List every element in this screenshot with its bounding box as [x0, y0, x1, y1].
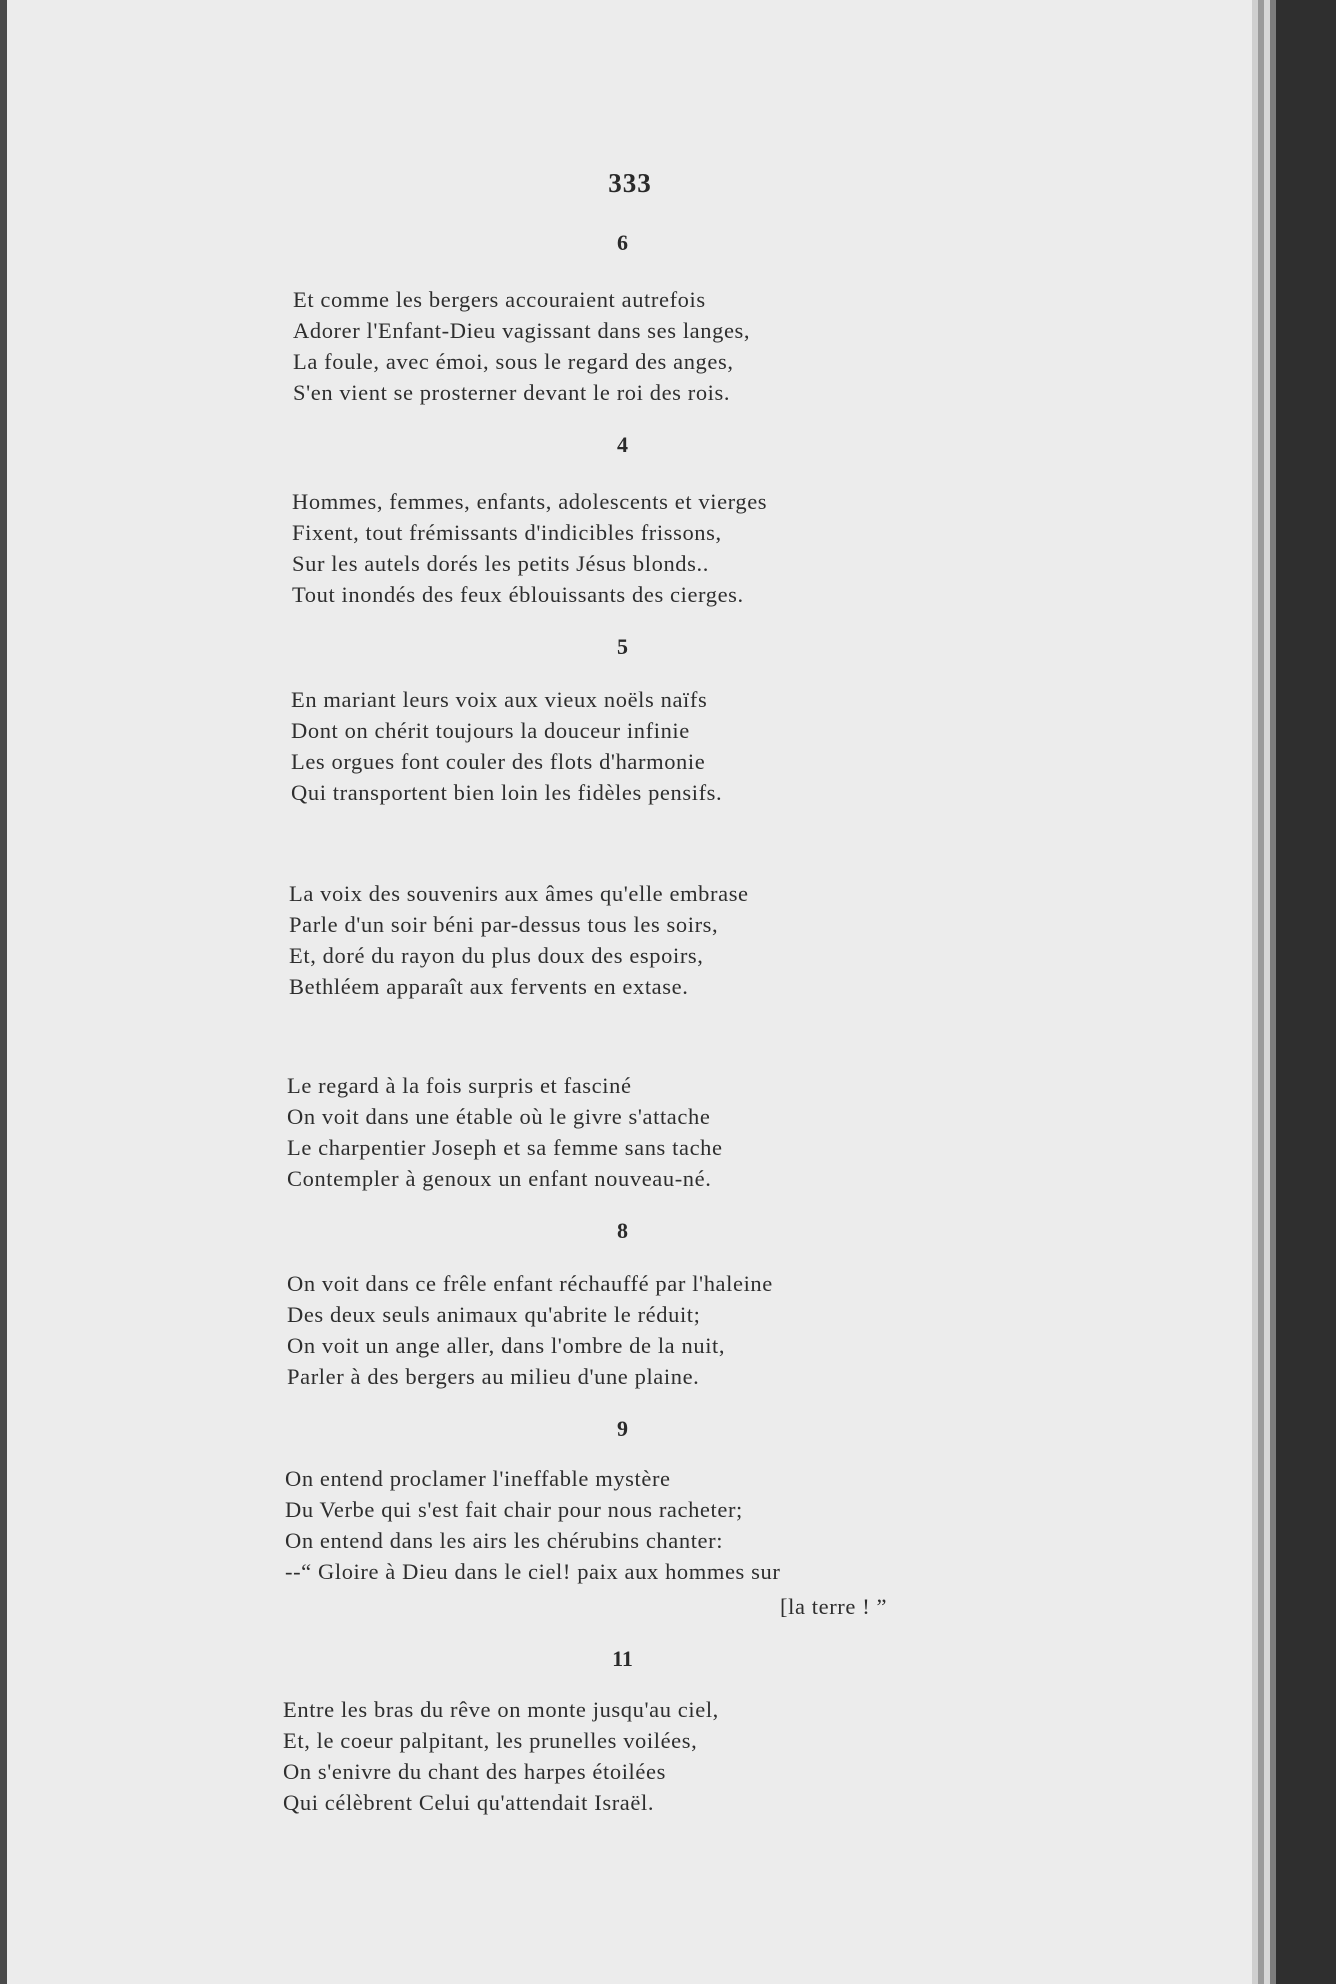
stanza-number: 5: [617, 634, 628, 659]
verse-line: Parler à des bergers au milieu d'une plaine.: [287, 1364, 700, 1389]
verse-line: Contempler à genoux un enfant nouveau-né.: [287, 1166, 712, 1191]
verse-line: Fixent, tout frémissants d'indicibles frissons,: [292, 520, 722, 545]
verse-line: Tout inondés des feux éblouissants des cierges.: [292, 582, 744, 607]
verse-line: Qui célèbrent Celui qu'attendait Israël.: [283, 1790, 655, 1815]
verse-line: Qui transportent bien loin les fidèles pensifs.: [291, 780, 723, 805]
stanza-number: 6: [617, 230, 628, 255]
stanza: [291, 684, 722, 808]
verse-line: On voit un ange aller, dans l'ombre de la nuit,: [287, 1333, 726, 1358]
book-binding: [1276, 0, 1336, 1984]
stanza: [287, 1070, 723, 1194]
verse-line: Et comme les bergers accouraient autrefois: [293, 287, 706, 312]
verse-line: Des deux seuls animaux qu'abrite le réduit;: [287, 1302, 701, 1327]
verse-line: S'en vient se prosterner devant le roi des rois.: [293, 380, 731, 405]
verse-line: Du Verbe qui s'est fait chair pour nous racheter;: [285, 1497, 743, 1522]
stanza-number: 11: [612, 1646, 633, 1671]
verse-line: Parle d'un soir béni par-dessus tous les soirs,: [289, 912, 719, 937]
verse-line: Dont on chérit toujours la douceur infinie: [291, 718, 690, 743]
verse-line: La foule, avec émoi, sous le regard des anges,: [293, 349, 734, 374]
verse-line: Sur les autels dorés les petits Jésus blonds..: [292, 551, 709, 576]
stanza: [292, 486, 767, 610]
stanza: [285, 1463, 780, 1587]
verse-line: On entend dans les airs les chérubins chanter:: [285, 1528, 724, 1553]
verse-line: Et, le coeur palpitant, les prunelles voilées,: [283, 1728, 698, 1753]
verse-line: Le regard à la fois surpris et fasciné: [287, 1073, 632, 1098]
verse-continuation: [la terre ! ”: [780, 1594, 888, 1619]
verse-line: Hommes, femmes, enfants, adolescents et vierges: [292, 489, 768, 514]
stanza-number: 9: [617, 1416, 628, 1441]
verse-line: Et, doré du rayon du plus doux des espoirs,: [289, 943, 704, 968]
stanza: [283, 1694, 719, 1818]
page-number: 333: [608, 168, 652, 198]
verse-line: On voit dans une étable où le givre s'attache: [287, 1104, 711, 1129]
verse-line: On entend proclamer l'ineffable mystère: [285, 1466, 671, 1491]
stanza-number: 4: [617, 432, 628, 457]
stanza: [287, 1268, 773, 1392]
verse-line: Entre les bras du rêve on monte jusqu'au ciel,: [283, 1697, 719, 1722]
verse-line: On voit dans ce frêle enfant réchauffé par l'haleine: [287, 1271, 773, 1296]
verse-line: Bethléem apparaît aux fervents en extase.: [289, 974, 689, 999]
verse-line: Le charpentier Joseph et sa femme sans tache: [287, 1135, 723, 1160]
verse-line: --“ Gloire à Dieu dans le ciel! paix aux hommes sur: [285, 1559, 781, 1584]
verse-line: On s'enivre du chant des harpes étoilées: [283, 1759, 666, 1784]
verse-line: En mariant leurs voix aux vieux noëls naïfs: [291, 687, 708, 712]
verse-line: Adorer l'Enfant-Dieu vagissant dans ses langes,: [293, 318, 751, 343]
verse-line: La voix des souvenirs aux âmes qu'elle embrase: [289, 881, 749, 906]
stanza: [289, 878, 749, 1002]
stanza: [293, 284, 750, 408]
stanza-number: 8: [617, 1218, 628, 1243]
verse-line: Les orgues font couler des flots d'harmonie: [291, 749, 706, 774]
